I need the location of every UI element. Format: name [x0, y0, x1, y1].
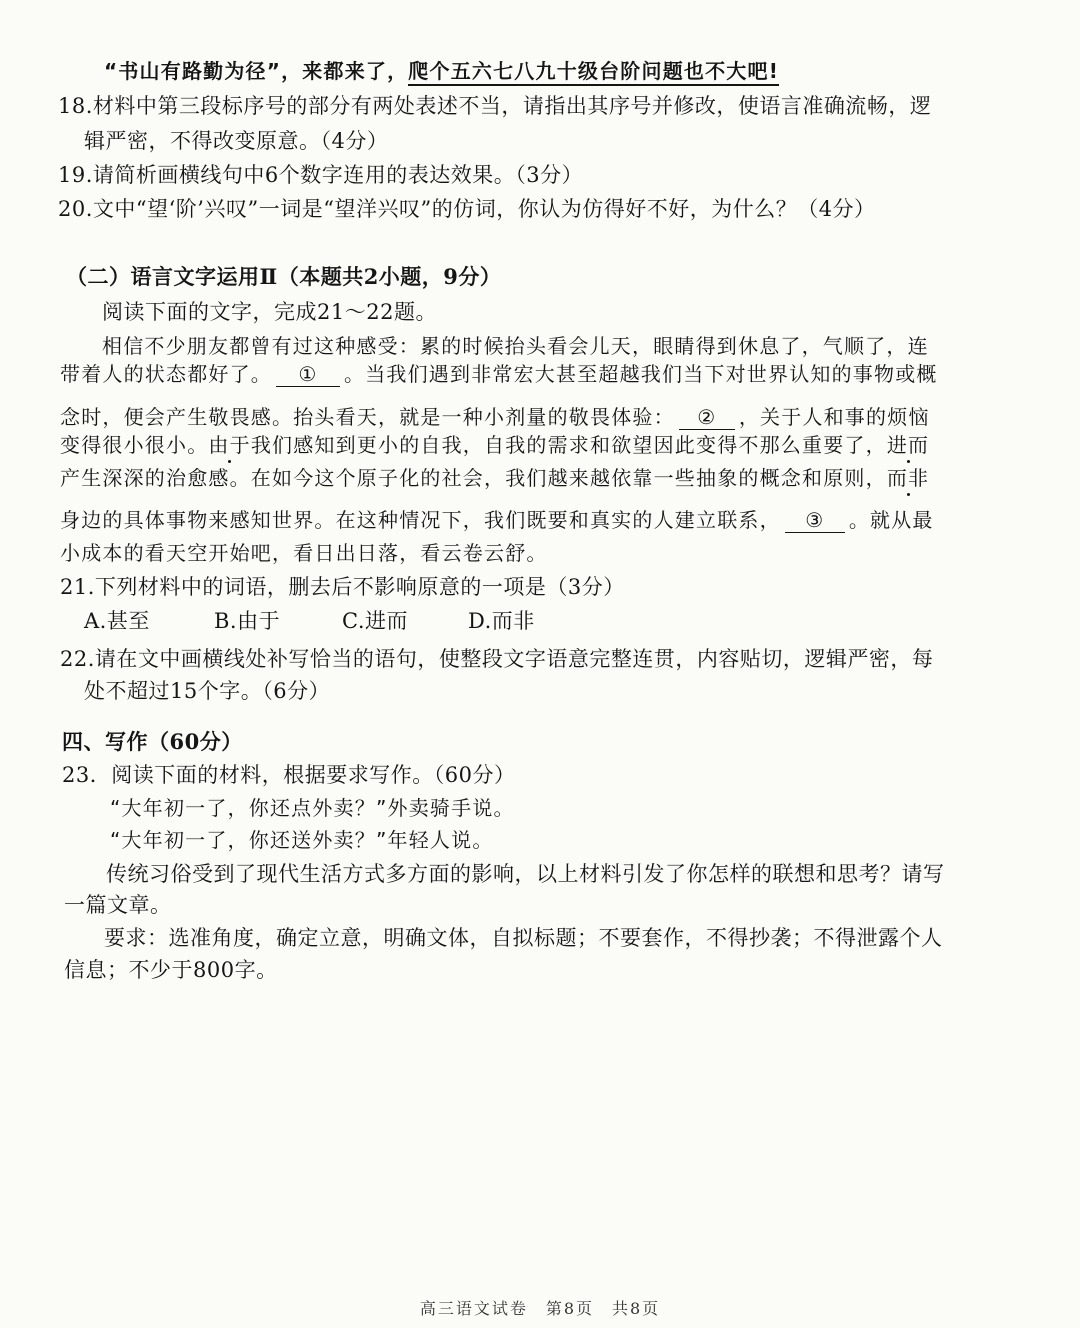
passage-text: 身边的具体事物来感知世界。在这种情况下，我们既要和真实的人建立联系，: [60, 508, 781, 532]
q19-question: 19.请简析画横线句中6个数字连用的表达效果。（3分）: [58, 163, 584, 187]
passage-line-1: 相信不少朋友都曾有过这种感受：累的时候抬头看会儿天，眼睛得到休息了，气顺了，连: [102, 334, 929, 358]
q18-line-1: 18.材料中第三段标序号的部分有两处表述不当，请指出其序号并修改，使语言准确流畅，逻: [58, 94, 932, 118]
q23-stem: 23．阅读下面的材料，根据要求写作。（60分）: [62, 763, 516, 787]
q22-line-1: 22.请在文中画横线处补写恰当的语句，使整段文字语意完整连贯，内容贴切，逻辑严密，每: [60, 647, 934, 671]
option-d: D.而非: [468, 609, 535, 633]
q21-options: [84, 606, 535, 636]
q23-requirements-line-2: 信息；不少于800字。: [64, 958, 278, 982]
option-b: B.由于: [214, 609, 281, 633]
passage-text: ，关于人和事的烦恼: [738, 405, 930, 429]
q18-line-2: 辑严密，不得改变原意。（4分）: [84, 129, 389, 153]
q17-underlined-sentence: 爬个五六七八九十级台阶问题也不大吧!: [408, 59, 779, 86]
passage-text: 变得很小很小。: [60, 433, 209, 457]
page-footer: 高三语文试卷 第8页 共8页: [419, 1299, 661, 1318]
marked-word-jiner: 进而: [886, 433, 930, 457]
marked-word-youyu: 由于: [208, 433, 251, 457]
passage-line-6: [60, 505, 934, 535]
q23-quote-2: “大年初一了，你还送外卖？”年轻人说。: [110, 828, 494, 852]
q23-quote-1: “大年初一了，你还点外卖？”外卖骑手说。: [110, 796, 515, 820]
q23-prompt-line-1: 传统习俗受到了现代生活方式多方面的影响，以上材料引发了你怎样的联想和思考？请写: [106, 862, 945, 886]
q23-prompt-line-2: 一篇文章。: [64, 893, 172, 917]
q17-quote: “书山有路勤为径”，来都来了，: [104, 59, 409, 83]
passage-line-2: [60, 359, 938, 389]
q22-line-2: 处不超过15个字。（6分）: [84, 679, 331, 703]
blank-3: ③: [785, 508, 845, 533]
section-2-heading: （二）语言文字运用Ⅱ（本题共2小题，9分）: [66, 264, 502, 289]
section-2-intro: 阅读下面的文字，完成21～22题。: [102, 300, 437, 324]
passage-text: 我们感知到更小的自我，自我的需求和欲望因此变得不那么重要了，: [250, 433, 887, 457]
option-c: C.进而: [342, 609, 408, 633]
passage-line-5: [60, 463, 929, 493]
q20-question: 20.文中“望‘阶’兴叹”一词是“望洋兴叹”的仿词，你认为仿得好不好，为什么？（4分）: [58, 197, 876, 221]
section-4-heading: 四、写作（60分）: [62, 729, 243, 754]
passage-line-3: [60, 402, 930, 432]
blank-1: ①: [276, 362, 340, 387]
passage-text: 带着人的状态都好了。: [60, 362, 272, 386]
passage-text: 念时，便会产生敬畏感。抬头看天，就是一种小剂量的敬畏体验：: [60, 405, 675, 429]
passage-line-7: 小成本的看天空开始吧，看日出日落，看云卷云舒。: [60, 541, 548, 565]
blank-2: ②: [679, 405, 735, 430]
passage-text: 产生深深的治愈感。在如今这个原子化的社会，: [60, 466, 506, 490]
passage-line-4: [60, 430, 929, 460]
passage-text: 。就从最: [848, 508, 934, 532]
passage-text: 。当我们遇到非常宏大甚至超越我们当下对世界认知的事物或概: [344, 362, 938, 386]
marked-word-erfei: 而非: [886, 466, 930, 490]
q17-tail-line: [104, 56, 779, 86]
q21-stem: 21.下列材料中的词语，删去后不影响原意的一项是（3分）: [60, 575, 625, 599]
q23-requirements-line-1: 要求：选准角度，确定立意，明确文体，自拟标题；不要套作，不得抄袭；不得泄露个人: [104, 926, 943, 950]
passage-text: 我们越来越依靠一些抽象的概念和原则，: [505, 466, 887, 490]
option-a: A.甚至: [84, 609, 150, 633]
